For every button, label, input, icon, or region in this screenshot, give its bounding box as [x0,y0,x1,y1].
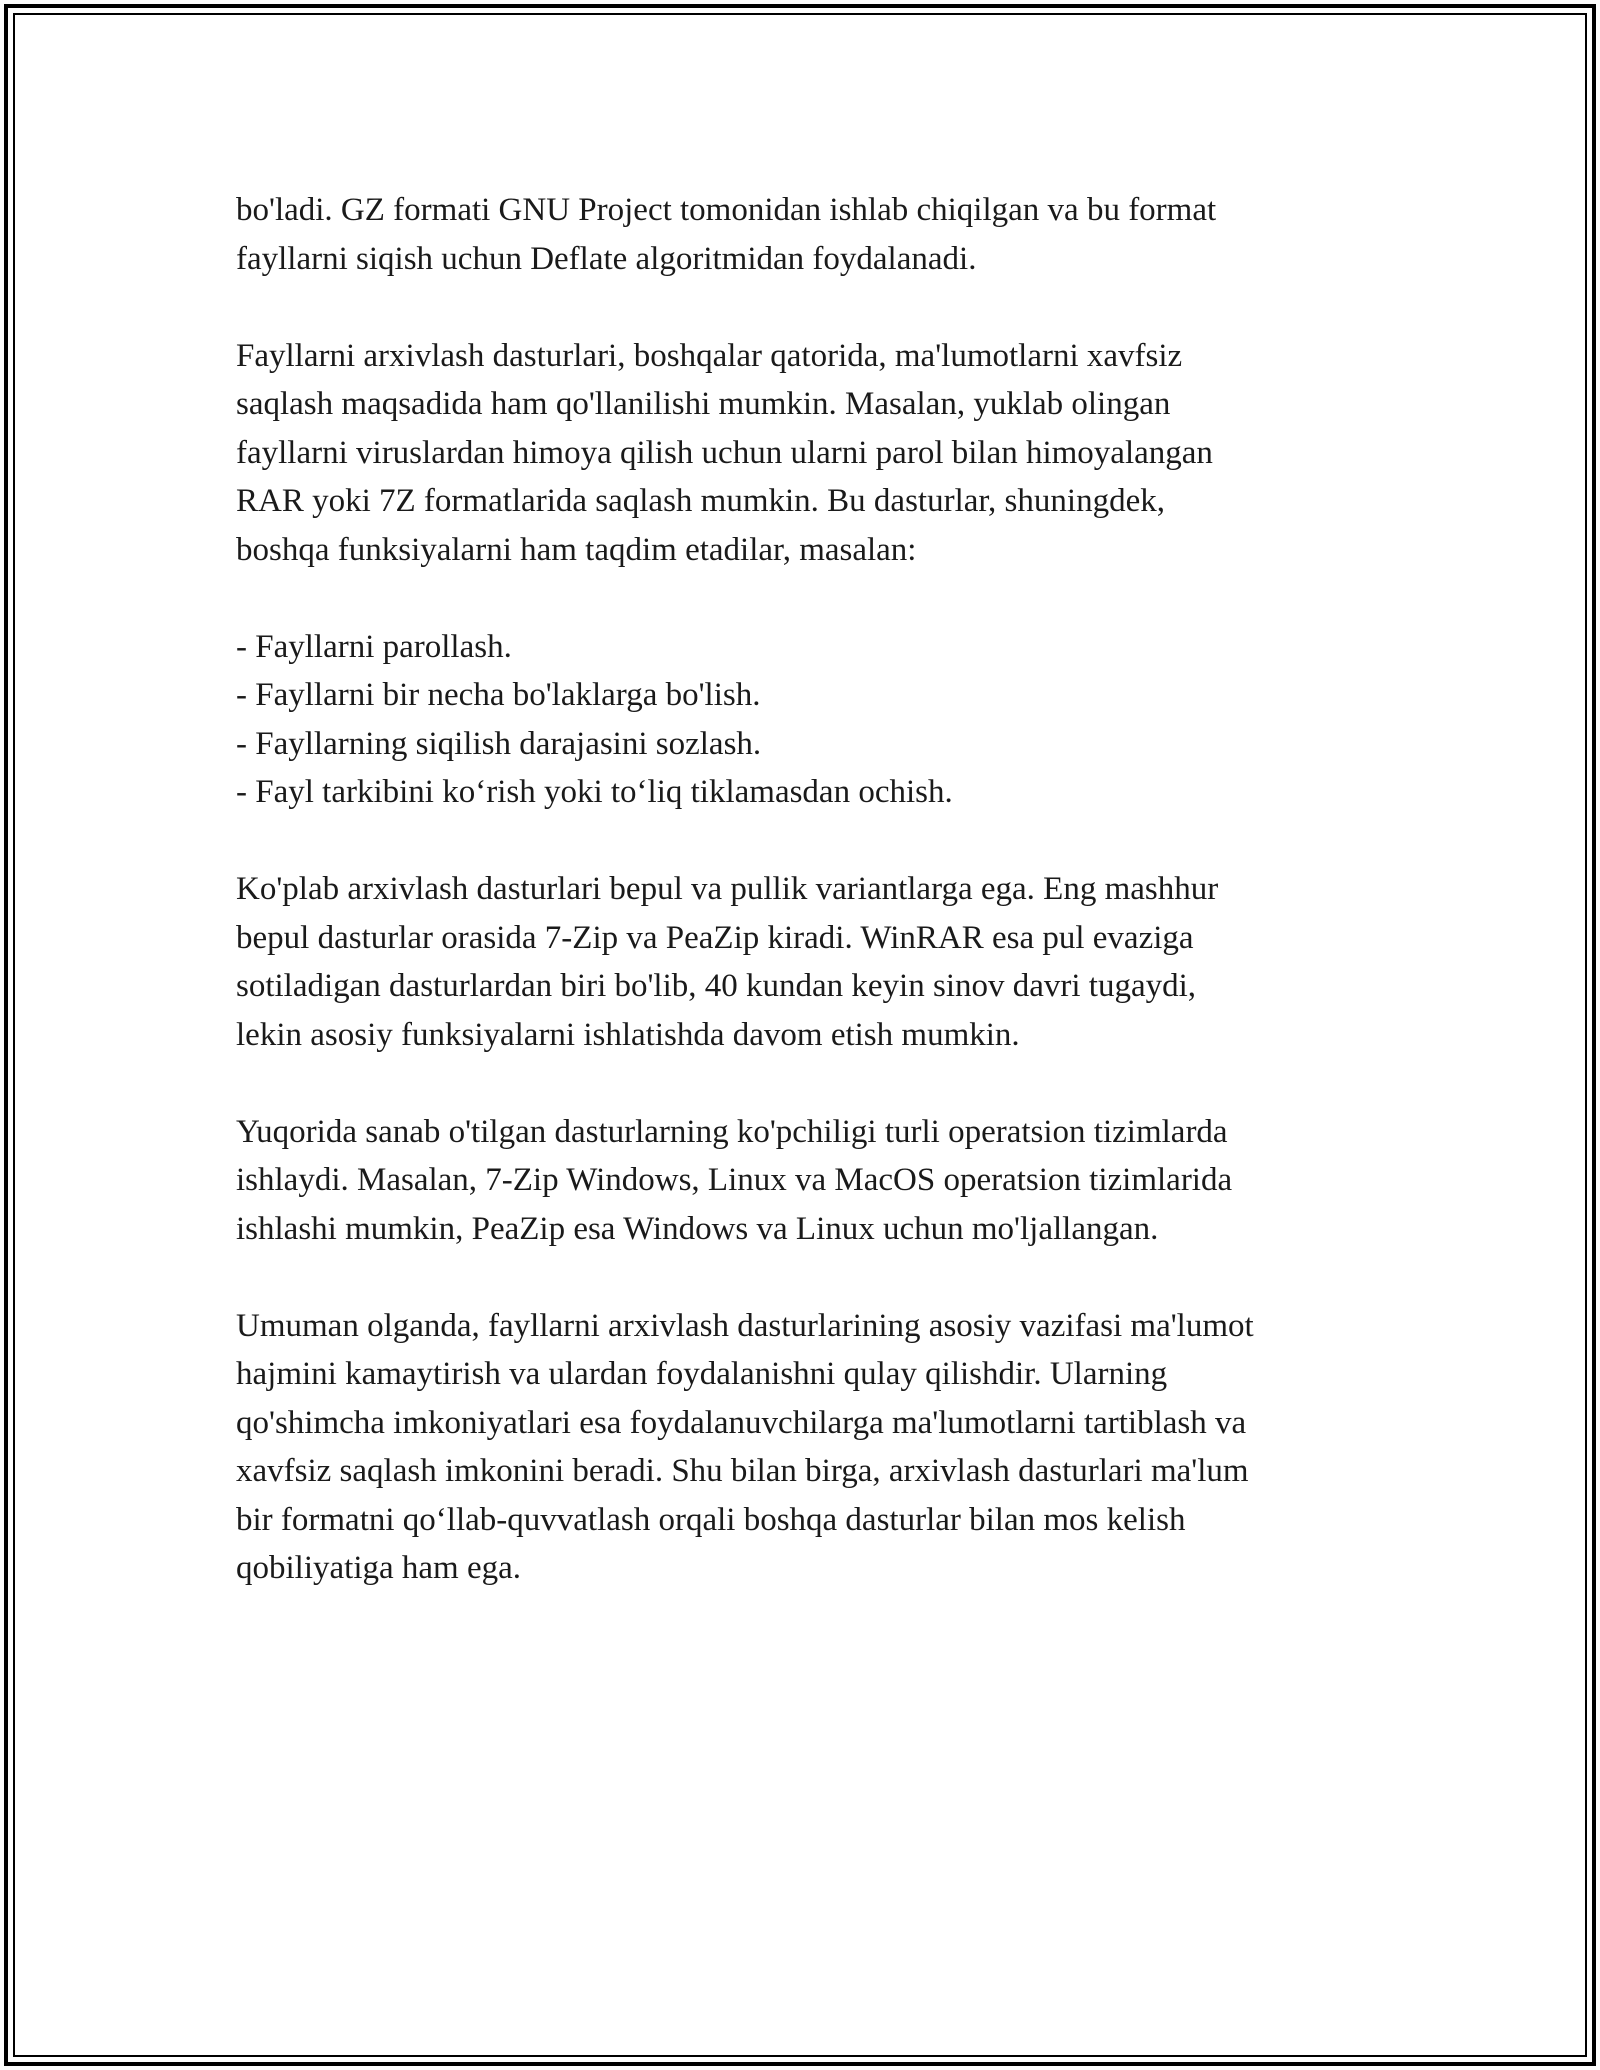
list-item: - Fayllarni bir necha bo'laklarga bo'lish. [236,677,761,713]
list-item: - Fayl tarkibini ko‘rish yoki to‘liq tiklamasdan ochish. [236,774,953,810]
list-item: - Fayllarni parollash. [236,628,512,665]
paragraph-summary: Umuman olganda, fayllarni arxivlash dasturlarining asosiy vazifasi ma'lumot hajmini kamaytirish va ulardan foydalanishni qulay qilishdir. Ularning qo'shimcha imkoniyatlari esa foydalanuvchilarga ma'lumotlarni tartiblash va xavfsiz saqlash imkonini beradi. Shu bilan birga, arxivlash dasturlari ma'lum bir formatni qo‘llab-quvvatlash orqali boshqa dasturlar bilan mos kelish qobiliyatiga ham ega. [236,1307,1254,1586]
feature-list [236,623,1386,817]
paragraph-gz-format: bo'ladi. GZ formati GNU Project tomonidan ishlab chiqilgan va bu format fayllarni siqish uchun Deflate algoritmidan foydalanadi. [236,192,1217,277]
list-item: - Fayllarning siqilish darajasini sozlash. [236,725,762,762]
paragraph-operating-systems: Yuqorida sanab o'tilgan dasturlarning ko'pchiligi turli operatsion tizimlarda ishlaydi. Masalan, 7-Zip Windows, Linux va MacOS operatsion tizimlarida ishlashi mumkin, PeaZip esa Windows va Linux uchun mo'ljallangan. [236,1113,1233,1247]
paragraph-free-paid: Ko'plab arxivlash dasturlari bepul va pullik variantlarga ega. Eng mashhur bepul dasturlar orasida 7-Zip va PeaZip kiradi. WinRAR esa pul evaziga sotiladigan dasturlardan biri bo'lib, 40 kundan keyin sinov davri tugaydi, lekin asosiy funksiyalarni ishlatishda davom etish mumkin. [236,871,1219,1053]
document-body [236,186,1386,1641]
paragraph-security: Fayllarni arxivlash dasturlari, boshqalar qatorida, ma'lumotlarni xavfsiz saqlash maqsadida ham qo'llanilishi mumkin. Masalan, yuklab olingan fayllarni viruslardan himoya qilish uchun ularni parol bilan himoyalangan RAR yoki 7Z formatlarida saqlash mumkin. Bu dasturlar, shuningdek, boshqa funksiyalarni ham taqdim etadilar, masalan: [236,337,1213,568]
